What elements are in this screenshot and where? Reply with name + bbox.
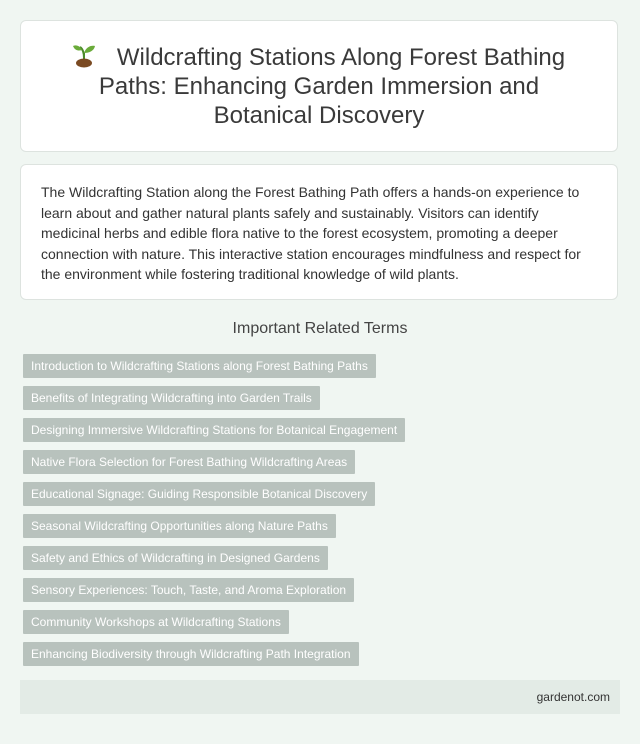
page-title bbox=[49, 42, 589, 130]
related-term-tag[interactable]: Native Flora Selection for Forest Bathing Wildcrafting Areas bbox=[23, 450, 355, 474]
description-card bbox=[20, 164, 618, 300]
related-terms-heading: Important Related Terms bbox=[232, 320, 408, 337]
title-card bbox=[20, 20, 618, 152]
related-term-tag[interactable]: Designing Immersive Wildcrafting Stations for Botanical Engagement bbox=[23, 418, 405, 442]
sprout-icon bbox=[73, 42, 95, 68]
related-terms-list bbox=[23, 354, 623, 674]
footer bbox=[20, 680, 620, 714]
title-text: Wildcrafting Stations Along Forest Bathing Paths: Enhancing Garden Immersion and Botanical Discovery bbox=[98, 44, 566, 129]
related-term-tag[interactable]: Community Workshops at Wildcrafting Stations bbox=[23, 610, 289, 634]
related-term-tag[interactable]: Sensory Experiences: Touch, Taste, and Aroma Exploration bbox=[23, 578, 354, 602]
related-term-tag[interactable]: Educational Signage: Guiding Responsible Botanical Discovery bbox=[23, 482, 375, 506]
footer-site-link[interactable]: gardenot.com bbox=[536, 690, 610, 704]
related-term-tag[interactable]: Safety and Ethics of Wildcrafting in Designed Gardens bbox=[23, 546, 328, 570]
related-term-tag[interactable]: Enhancing Biodiversity through Wildcrafting Path Integration bbox=[23, 642, 359, 666]
related-term-tag[interactable]: Introduction to Wildcrafting Stations along Forest Bathing Paths bbox=[23, 354, 376, 378]
related-term-tag[interactable]: Benefits of Integrating Wildcrafting into Garden Trails bbox=[23, 386, 320, 410]
description-text: The Wildcrafting Station along the Forest Bathing Path offers a hands-on experience to learn about and gather natural plants safely and sustainably. Visitors can identify medicinal herbs and edible flora native to the forest ecosystem, promoting a deeper connection with nature. This interactive station encourages mindfulness and respect for the environment while fostering traditional knowledge of wild plants. bbox=[41, 184, 581, 282]
related-term-tag[interactable]: Seasonal Wildcrafting Opportunities along Nature Paths bbox=[23, 514, 336, 538]
